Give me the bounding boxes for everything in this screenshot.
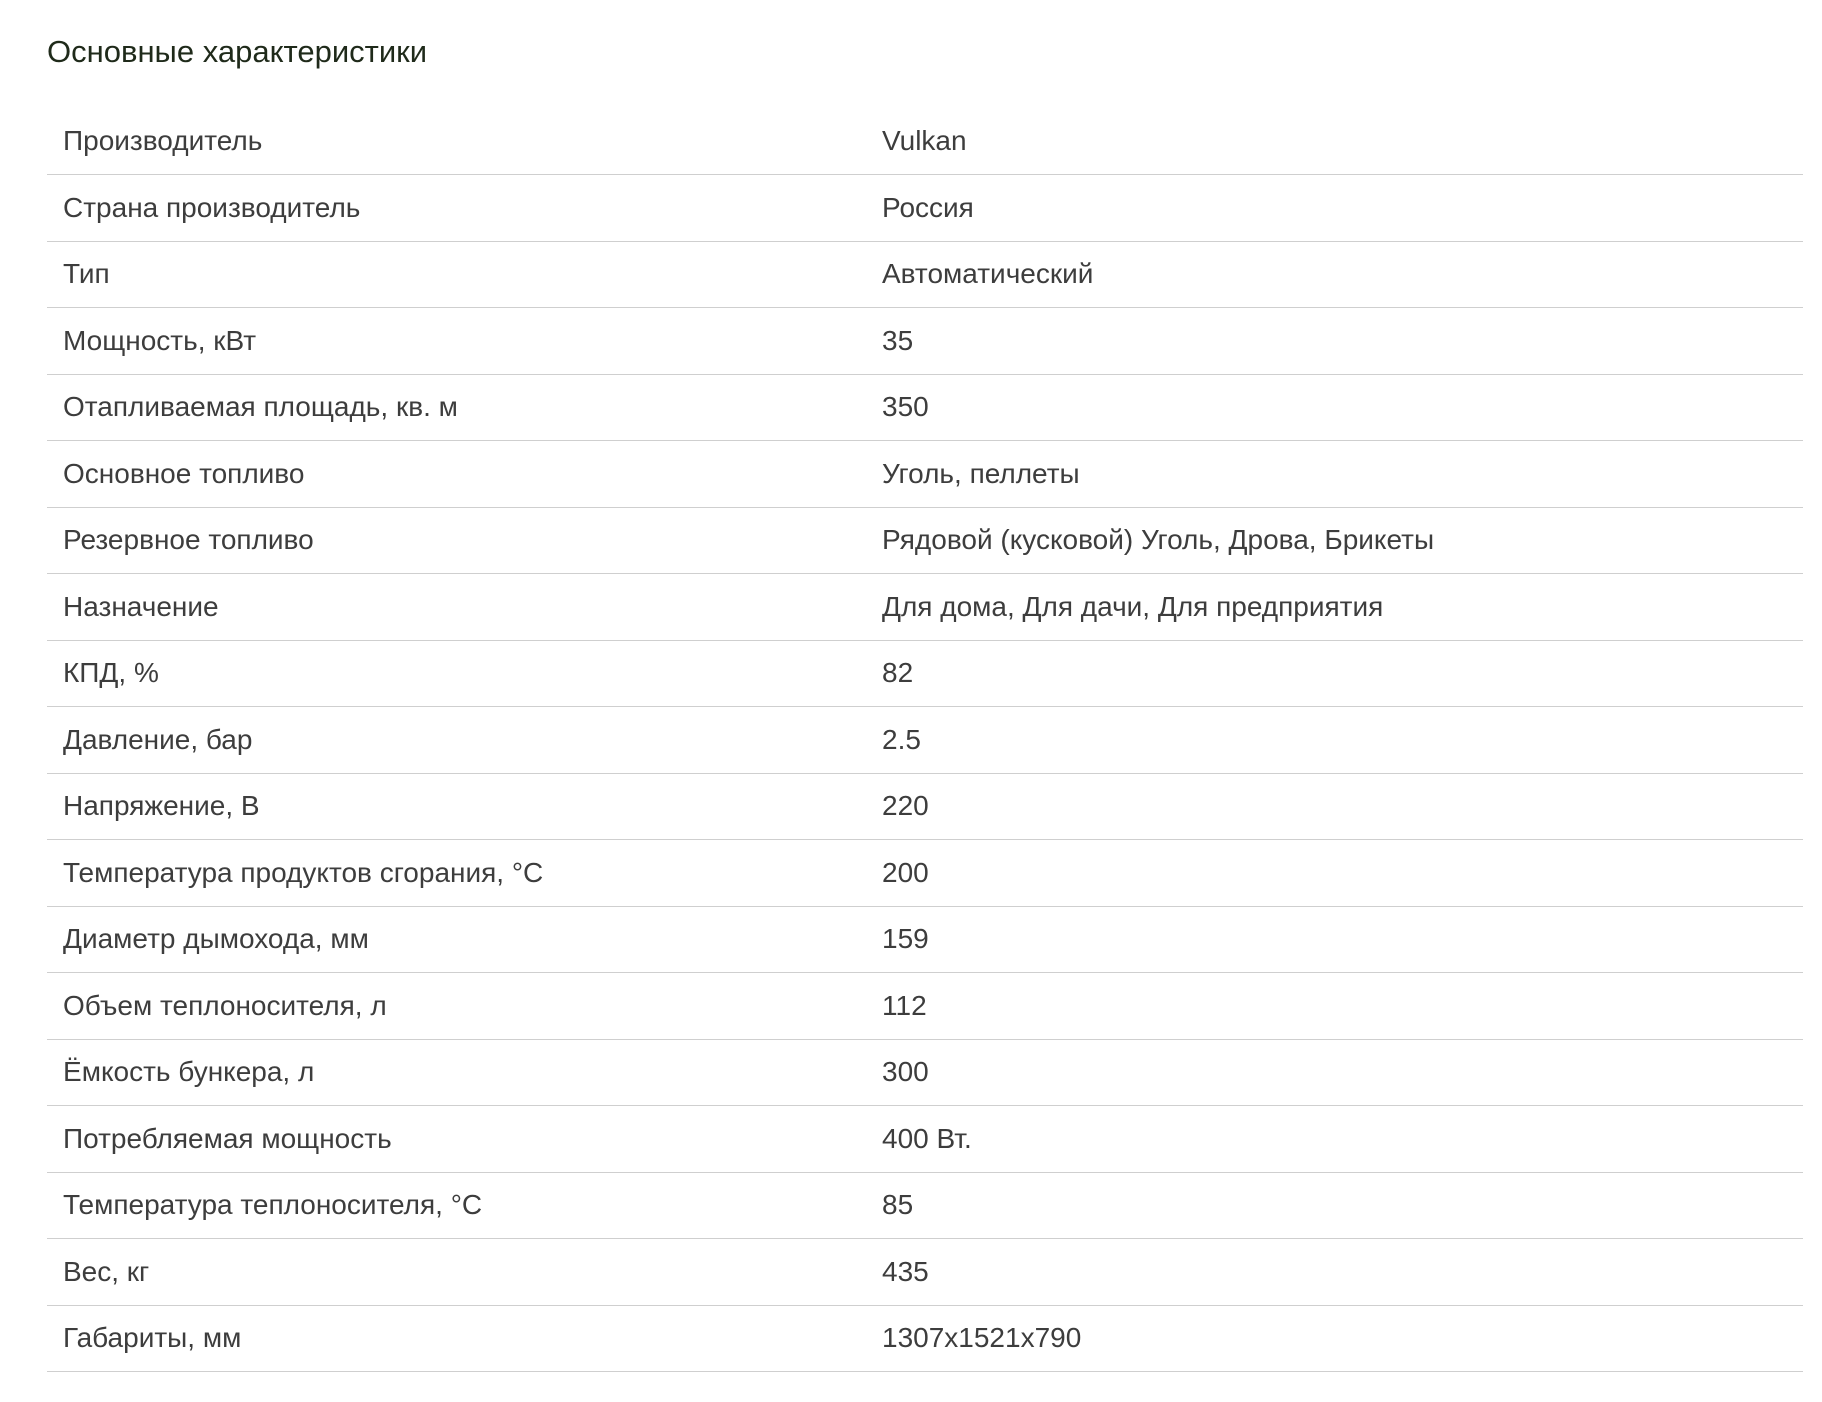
table-row [47, 108, 1803, 175]
spec-value: Россия [882, 191, 974, 223]
specs-table [47, 108, 1803, 1372]
table-row [47, 1239, 1803, 1306]
table-row [47, 840, 1803, 907]
spec-label: Габариты, мм [63, 1322, 242, 1354]
spec-label: Мощность, кВт [63, 324, 257, 356]
spec-label: Потребляемая мощность [63, 1122, 392, 1154]
spec-label: КПД, % [63, 657, 159, 689]
table-row [47, 441, 1803, 508]
spec-label: Диаметр дымохода, мм [63, 923, 369, 955]
table-row [47, 308, 1803, 375]
table-row [47, 1106, 1803, 1173]
table-row [47, 973, 1803, 1040]
table-row [47, 1039, 1803, 1106]
spec-label: Вес, кг [63, 1255, 150, 1287]
table-row [47, 175, 1803, 242]
spec-value: 220 [882, 790, 929, 822]
spec-value: Рядовой (кусковой) Уголь, Дрова, Брикеты [882, 524, 1435, 556]
spec-value: 2.5 [882, 723, 921, 755]
spec-label: Объем теплоносителя, л [63, 989, 387, 1021]
spec-value: 82 [882, 657, 914, 689]
spec-value: 159 [882, 923, 929, 955]
spec-value: 350 [882, 391, 929, 423]
spec-label: Температура теплоносителя, °C [63, 1189, 483, 1221]
table-row [47, 1172, 1803, 1239]
spec-label: Температура продуктов сгорания, °C [63, 856, 544, 888]
spec-value: 85 [882, 1189, 914, 1221]
table-row [47, 773, 1803, 840]
specs-section [47, 30, 1803, 1372]
table-row [47, 374, 1803, 441]
spec-value: 400 Вт. [882, 1122, 972, 1154]
spec-value: 1307x1521x790 [882, 1322, 1082, 1354]
table-row [47, 1305, 1803, 1372]
table-row [47, 707, 1803, 774]
spec-label: Напряжение, В [63, 790, 260, 822]
spec-label: Ёмкость бункера, л [63, 1056, 315, 1088]
spec-label: Отапливаемая площадь, кв. м [63, 391, 458, 423]
spec-label: Резервное топливо [63, 524, 314, 556]
spec-label: Производитель [63, 125, 263, 156]
spec-value: 300 [882, 1056, 929, 1088]
spec-value: 200 [882, 856, 929, 888]
table-row [47, 906, 1803, 973]
spec-label: Назначение [63, 590, 219, 622]
table-row [47, 574, 1803, 641]
spec-value: 112 [882, 989, 927, 1021]
spec-value: 435 [882, 1255, 929, 1287]
spec-value: Vulkan [882, 125, 967, 156]
spec-label: Основное топливо [63, 457, 305, 489]
spec-label: Давление, бар [63, 723, 253, 755]
spec-value: Уголь, пеллеты [882, 457, 1080, 489]
spec-label: Тип [63, 258, 110, 290]
section-title: Основные характеристики [47, 34, 428, 69]
table-row [47, 640, 1803, 707]
table-row [47, 241, 1803, 308]
spec-value: Автоматический [882, 258, 1094, 290]
spec-value: Для дома, Для дачи, Для предприятия [882, 590, 1384, 622]
spec-label: Страна производитель [63, 191, 361, 223]
table-row [47, 507, 1803, 574]
spec-value: 35 [882, 324, 914, 356]
